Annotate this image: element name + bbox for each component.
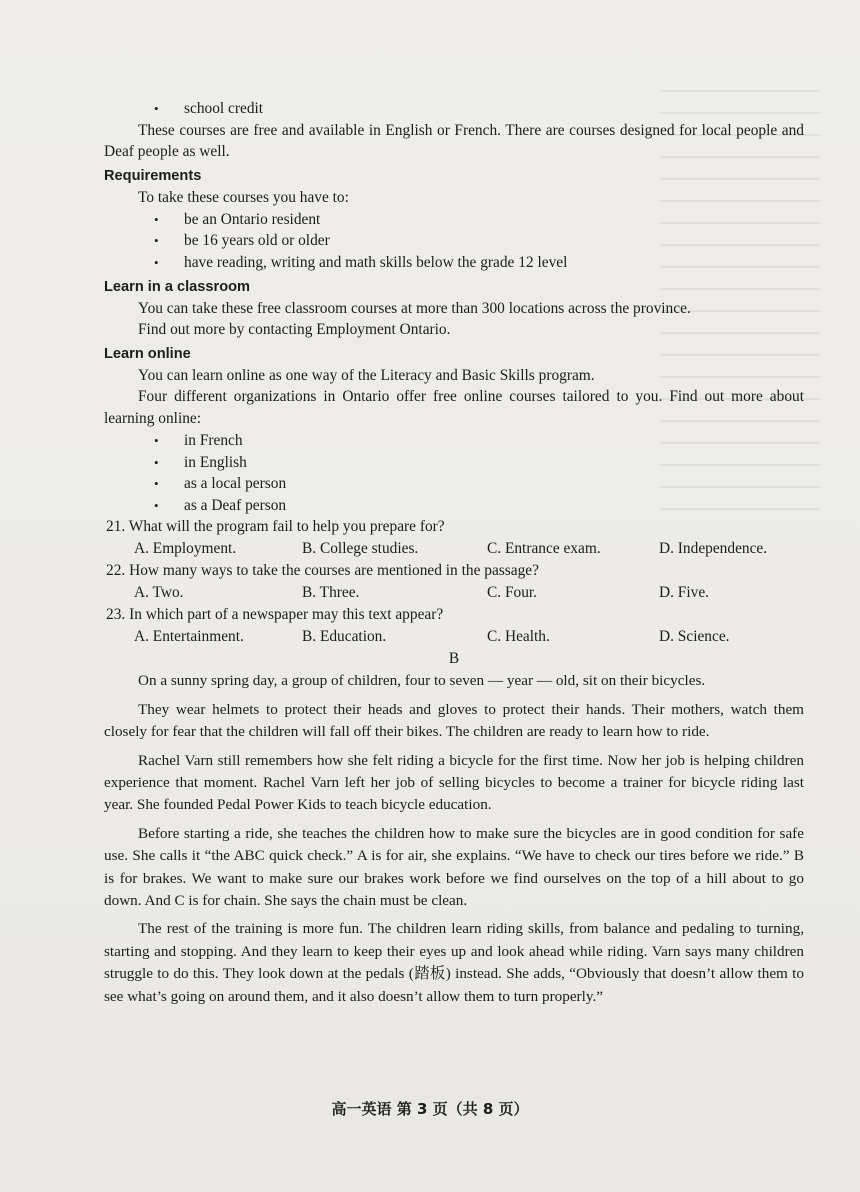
section-b-label: B [448, 650, 460, 668]
bullet-item: • school credit [104, 98, 804, 120]
question-stem: 23. In which part of a newspaper may this text appear? [106, 606, 444, 624]
passage-b-paragraph: Rachel Varn still remembers how she felt riding a bicycle for the first time. Now her job is helping children experience that moment. Rachel Varn left her job of selling bicycles to become a trainer for bicycle riding last year. She founded Pedal Power Kids to teach bicycle education. [104, 751, 804, 814]
classroom-heading: Learn in a classroom [104, 278, 250, 295]
question-stem: 21. What will the program fail to help you prepare for? [106, 518, 445, 536]
online-option-item: • in English [104, 452, 804, 474]
option-d[interactable]: D. Five. [659, 584, 710, 602]
intro-paragraph: These courses are free and available in English or French. There are courses designed for local people and Deaf people as well. [104, 121, 804, 161]
option-a[interactable]: A. Two. [134, 584, 184, 602]
classroom-line-1: You can take these free classroom courses at more than 300 locations across the province. [138, 299, 691, 317]
passage-b-paragraph: The rest of the training is more fun. The children learn riding skills, from balance and pedaling to turning, starting and stopping. And they learn to keep their eyes up and look ahead while riding. Varn says many children struggle to do this. They look down at the pedals (踏板) instead. She adds, “Obviously that doesn’t allow them to see what’s going on around them, and it also doesn’t allow them to turn properly.” [104, 920, 804, 1005]
question-22 [104, 560, 804, 604]
classroom-line-2: Find out more by contacting Employment Ontario. [138, 321, 451, 339]
option-b[interactable]: B. College studies. [302, 540, 419, 558]
requirements-list [104, 209, 804, 274]
requirements-lead: To take these courses you have to: [138, 189, 349, 207]
option-b[interactable]: B. Three. [302, 584, 360, 602]
option-b[interactable]: B. Education. [302, 628, 387, 646]
online-options-list [104, 430, 804, 516]
option-c[interactable]: C. Entrance exam. [487, 540, 601, 558]
bullet-list-credit [104, 98, 804, 120]
option-d[interactable]: D. Science. [659, 628, 730, 646]
passage-b-paragraph: They wear helmets to protect their heads and gloves to protect their hands. Their mothers, watch them closely for fear that the children will fall off their bikes. The children are ready to learn how to ride. [104, 700, 804, 741]
online-option-item: • as a Deaf person [104, 495, 804, 517]
option-c[interactable]: C. Health. [487, 628, 550, 646]
question-options [134, 582, 804, 604]
option-c[interactable]: C. Four. [487, 584, 538, 602]
option-d[interactable]: D. Independence. [659, 540, 768, 558]
passage-b-paragraph: Before starting a ride, she teaches the children how to make sure the bicycles are in good condition for safe use. She calls it “the ABC quick check.” A is for air, she explains. “We have to check our tires before we ride.” B is for brakes. We want to make sure our brakes work before we find ourselves on the top of a hill about to go down. And C is for chain. She says the chain must be clean. [104, 824, 804, 909]
passage-b-paragraph: On a sunny spring day, a group of children, four to seven — year — old, sit on their bicycles. [138, 672, 706, 690]
online-line-1: You can learn online as one way of the Literacy and Basic Skills program. [138, 366, 595, 384]
online-option-item: • in French [104, 430, 804, 452]
option-a[interactable]: A. Employment. [134, 540, 237, 558]
question-23 [104, 604, 804, 648]
requirement-item: • be 16 years old or older [104, 230, 804, 252]
online-option-item: • as a local person [104, 473, 804, 495]
requirement-item: • have reading, writing and math skills below the grade 12 level [104, 252, 804, 274]
requirement-item: • be an Ontario resident [104, 209, 804, 231]
option-a[interactable]: A. Entertainment. [134, 628, 244, 646]
page-footer: 高一英语 第 3 页（共 8 页） [331, 1100, 529, 1118]
online-heading: Learn online [104, 345, 191, 362]
question-options [134, 626, 804, 648]
question-stem: 22. How many ways to take the courses are mentioned in the passage? [106, 562, 539, 580]
question-options [134, 538, 804, 560]
requirements-heading: Requirements [104, 168, 202, 185]
online-line-2: Four different organizations in Ontario offer free online courses tailored to you. Find out more about learning online: [104, 388, 804, 428]
